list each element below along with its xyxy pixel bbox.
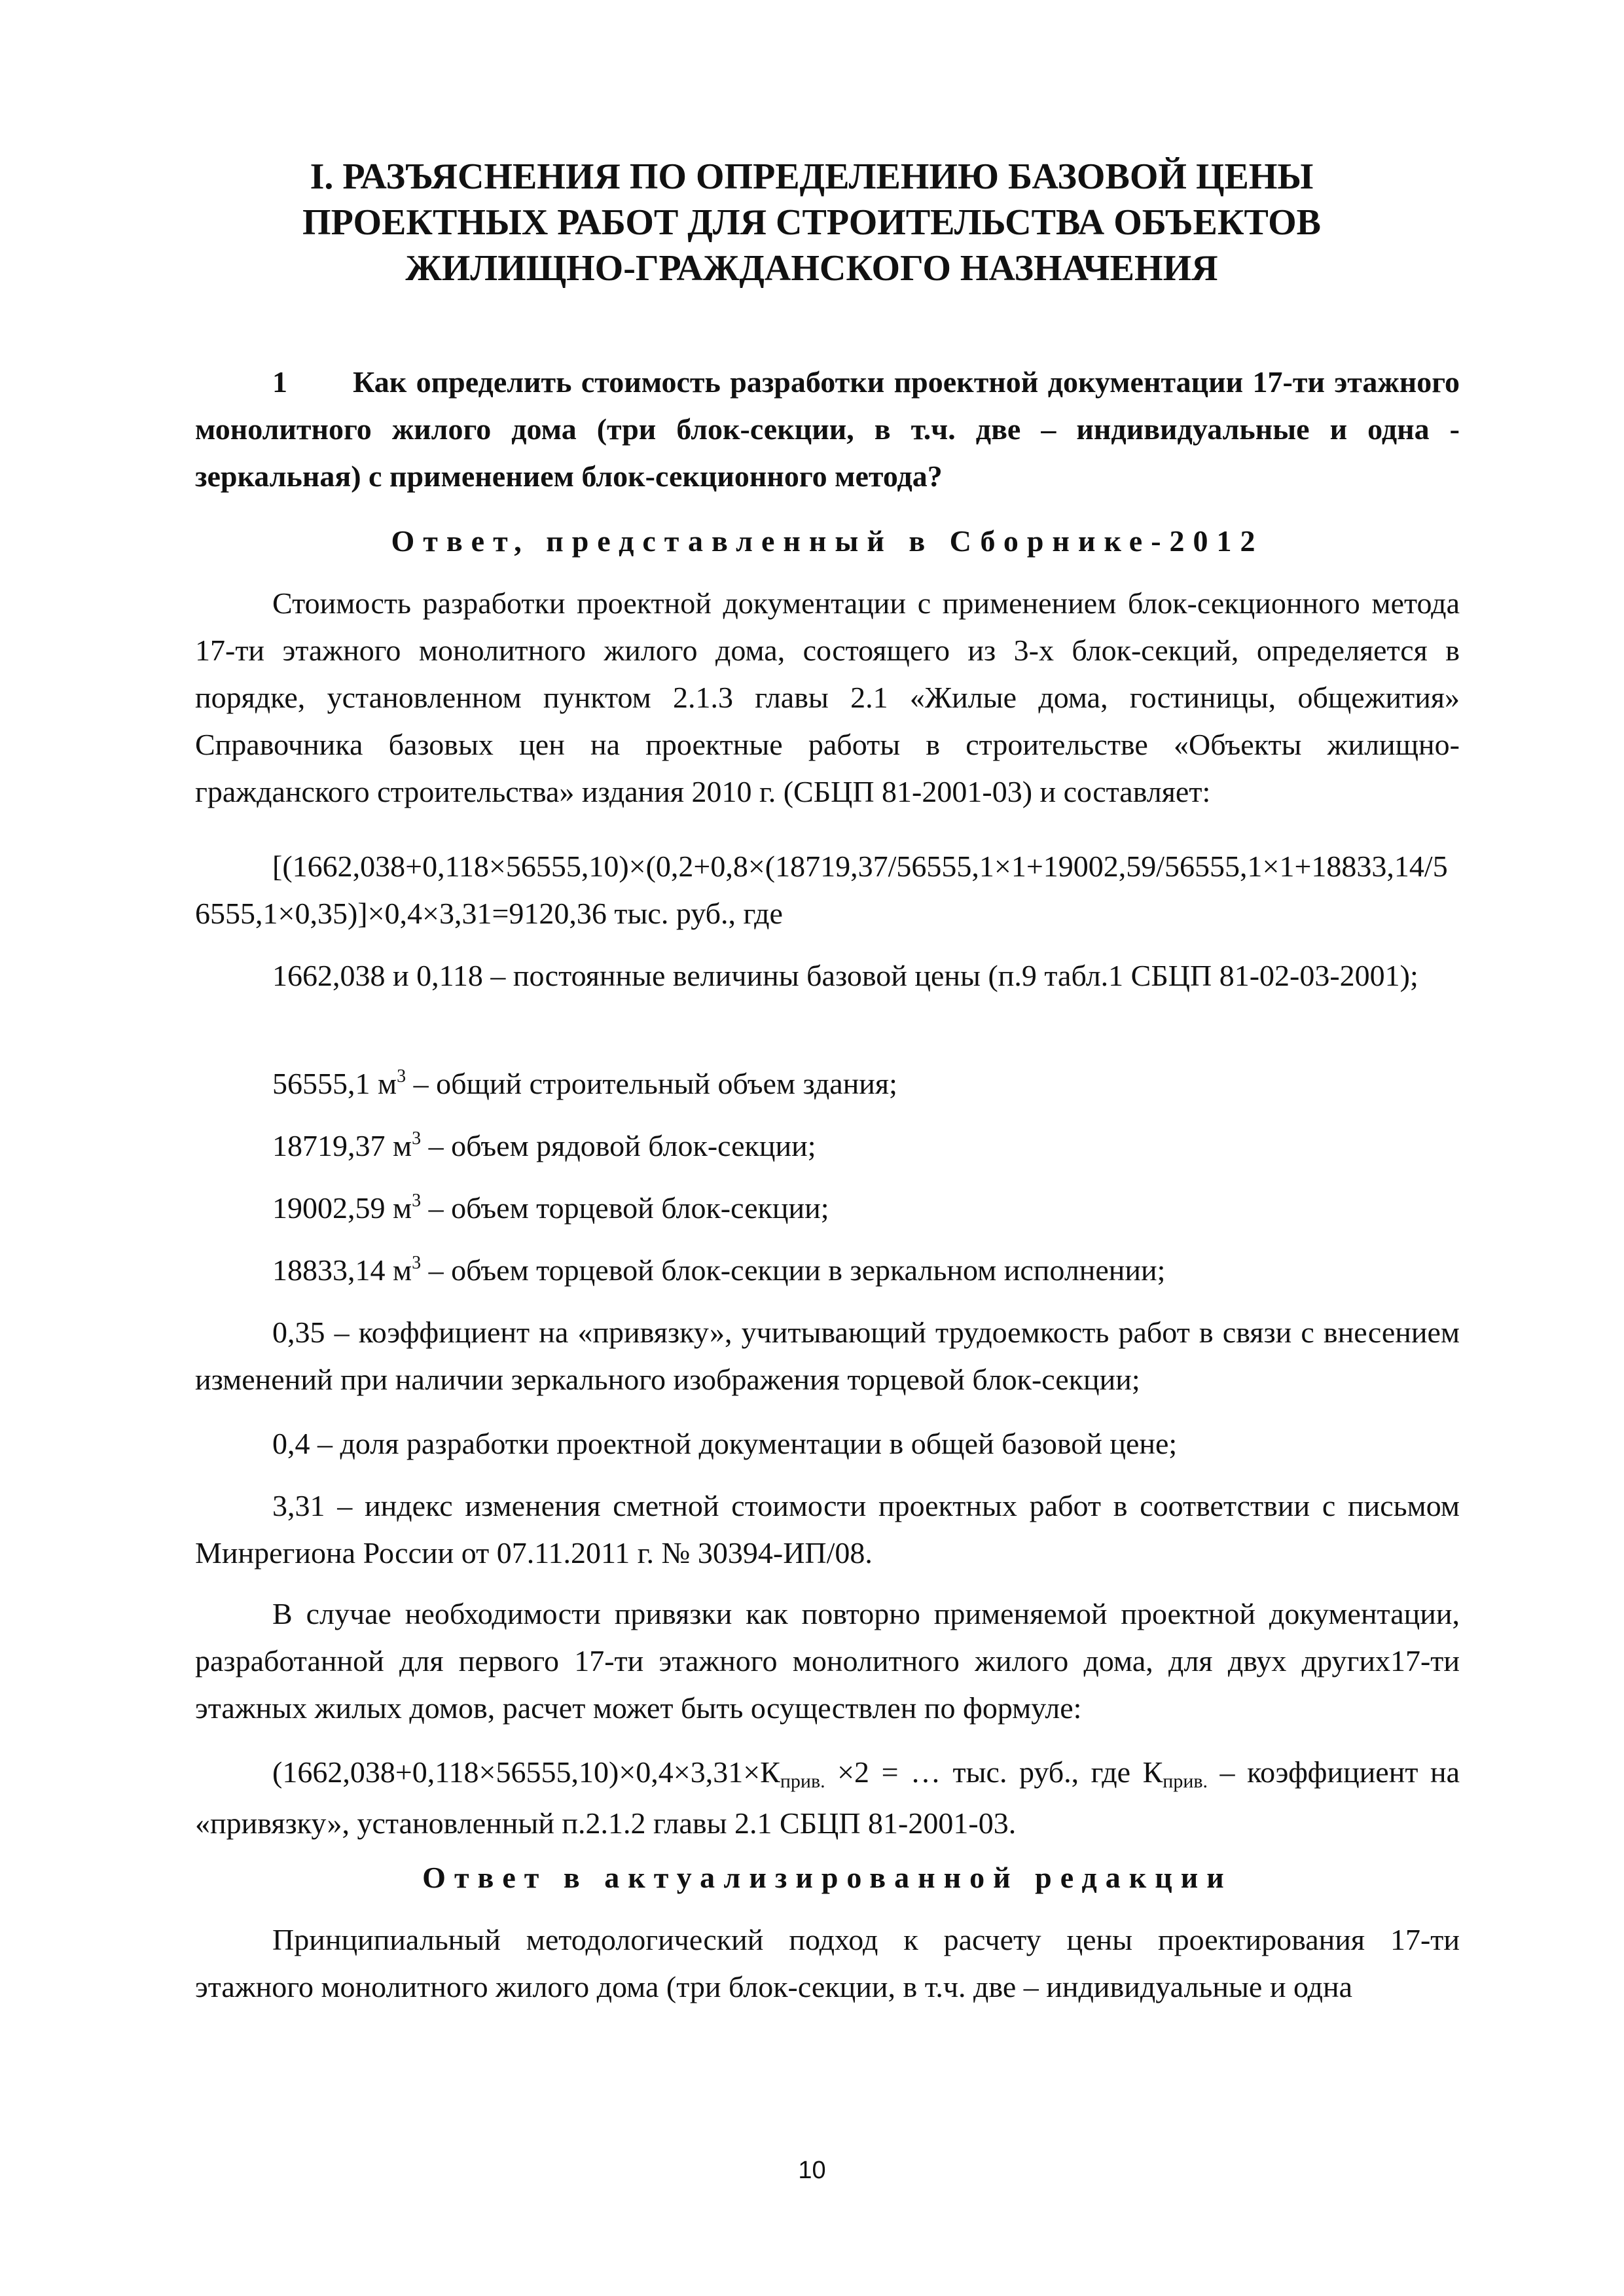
question-text: Как определить стоимость разработки проектной документации 17-ти этажного монолитного жилого дома (три блок-секции, в т.ч. две – индивидуальные и одна - зеркальная) с применением блок-секционного метода? [195, 365, 1460, 493]
answer-2012-intro: Стоимость разработки проектной документации с применением блок-секционного метода 17-ти этажного монолитного жилого дома, состоящего из 3-х блок-секций, определяется в порядке, установленном пунктом 2.1.3 главы 2.1 «Жилые дома, гостиницы, общежития» Справочника базовых цен на проектные работы в строительстве «Объекты жилищно-гражданского строительства» издания 2010 г. (СБЦП 81-2001-03) и составляет: [195, 586, 1460, 808]
reuse-formula: $(1662,038+0,118\times 56555,10)\times 0,4\times 3,31\times К_{прив.} \times 2$ = … тыс. руб., где $К_{прив.}$ – коэффициент на «привязку», установленный п.2.1.2 главы 2.1 СБЦП 81-2001-03. [195, 1755, 1460, 1840]
reuse-paragraph: В случае необходимости привязки как повторно применяемой проектной документации, разработанной для первого 17-ти этажного монолитного жилого дома, для двух других17-ти этажных жилых домов, расчет может быть осуществлен по формуле: [195, 1597, 1460, 1725]
volume-regular-section: 18719,37 $м^3$ – объем рядовой блок-секции; [272, 1128, 816, 1162]
volume-mirror-section: 18833,14 $м^3$ – объем торцевой блок-секции в зеркальном исполнении; [272, 1253, 1166, 1287]
cost-formula: [(1662,038+0,118×56555,10)×(0,2+0,8×(18719,37/56555,1×1+19002,59/56555,1×1+18833,14/56555,1×0,35)]×0,4×3,31=9120,36 тыс. руб., где [195, 850, 1448, 930]
answer-2012-heading: Ответ, представленный в Сборнике-2012 [391, 524, 1264, 558]
volume-end-section: 19002,59 $м^3$ – объем торцевой блок-секции; [272, 1191, 829, 1225]
coefficient-explanation: 0,35 – коэффициент на «привязку», учитывающий трудоемкость работ в связи с внесением изменений при наличии зеркального изображения торцевой блок-секции; [195, 1316, 1460, 1396]
question-number: 1 [272, 365, 287, 399]
title-line-3: ЖИЛИЩНО-ГРАЖДАНСКОГО НАЗНАЧЕНИЯ [405, 248, 1218, 289]
page-number: 10 [798, 2157, 826, 2184]
title-line-2: ПРОЕКТНЫХ РАБОТ ДЛЯ СТРОИТЕЛЬСТВА ОБЪЕКТОВ [302, 202, 1321, 243]
constants-explanation: 1662,038 и 0,118 – постоянные величины базовой цены (п.9 табл.1 СБЦП 81-02-03-2001); [272, 959, 1418, 992]
answer-updated-heading: Ответ в актуализированной редакции [422, 1861, 1233, 1894]
share-explanation: 0,4 – доля разработки проектной документации в общей базовой цене; [272, 1427, 1178, 1460]
section-title [196, 154, 1427, 291]
volume-total: 56555,1 $м^3$ – общий строительный объем здания; [272, 1066, 897, 1100]
index-explanation: 3,31 – индекс изменения сметной стоимости проектных работ в соответствии с письмом Минрегиона России от 07.11.2011 г. № 30394-ИП/08. [195, 1489, 1460, 1570]
title-line-1: I. РАЗЪЯСНЕНИЯ ПО ОПРЕДЕЛЕНИЮ БАЗОВОЙ ЦЕНЫ [310, 156, 1314, 197]
answer-updated-text: Принципиальный методологический подход к расчету цены проектирования 17-ти этажного монолитного жилого дома (три блок-секции, в т.ч. две – индивидуальные и одна [195, 1923, 1460, 2003]
question-1 [195, 359, 1460, 500]
